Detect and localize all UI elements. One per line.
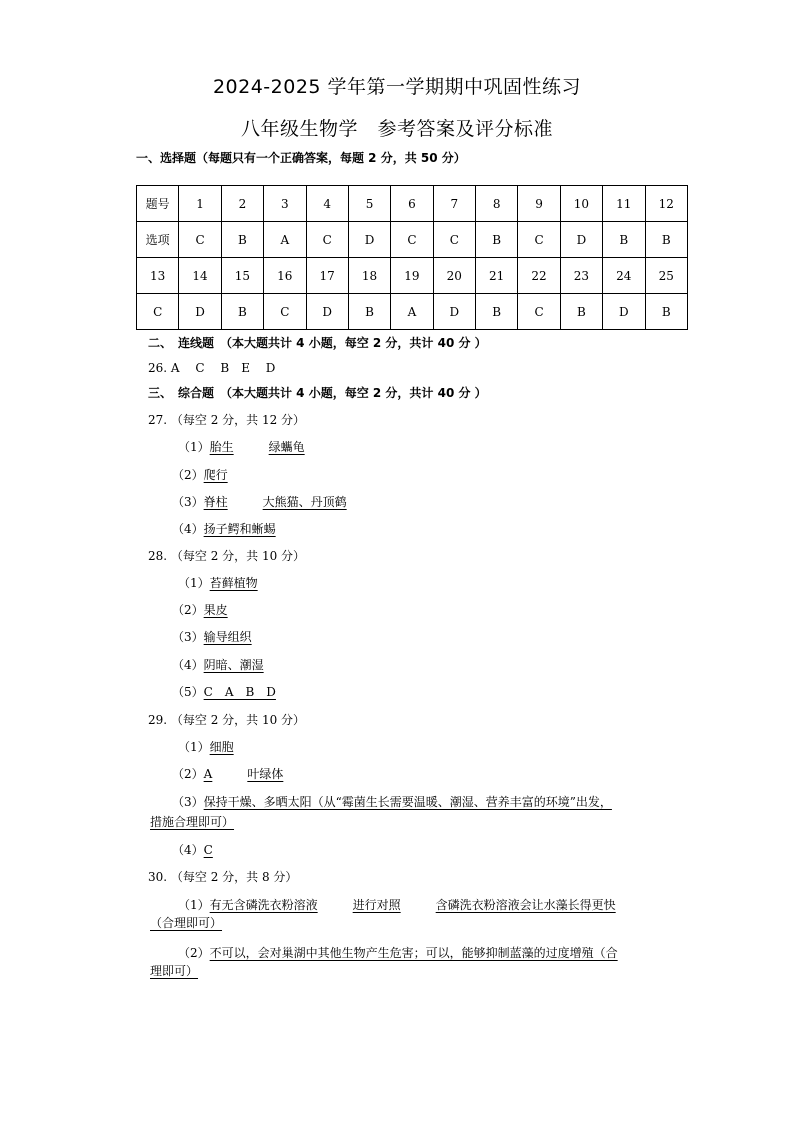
table-cell: B — [348, 294, 390, 330]
table-cell: B — [603, 222, 645, 258]
table-cell: 2 — [221, 186, 263, 222]
table-cell: 1 — [179, 186, 221, 222]
table-cell: B — [645, 294, 688, 330]
table-cell: C — [391, 222, 433, 258]
table-cell: B — [221, 294, 263, 330]
q27-answer-3 — [172, 493, 347, 510]
answer-value: 保持干燥、多晒太阳（从“霉菌生长需要温暖、潮湿、营养丰富的环境”出发， — [203, 795, 612, 809]
document-subtitle: 八年级生物学 参考答案及评分标准 — [240, 118, 553, 140]
table-cell: 25 — [645, 258, 688, 294]
table-cell: 19 — [391, 258, 433, 294]
answer-value: 输导组织 — [203, 630, 252, 644]
table-row — [137, 186, 688, 222]
q30-answer-2-cont — [150, 962, 198, 979]
table-cell: A — [391, 294, 433, 330]
table-row — [137, 222, 688, 258]
answer-value: （合理即可） — [150, 916, 223, 930]
answer-value: 叶绿体 — [247, 767, 284, 781]
answer-label: （2） — [178, 946, 210, 960]
answer-value: 理即可） — [150, 964, 199, 978]
answer-value: C A B D — [203, 685, 276, 699]
q28-answer-1 — [178, 574, 258, 591]
table-cell: 8 — [476, 186, 518, 222]
table-cell: D — [179, 294, 221, 330]
answer-label: （1） — [178, 440, 210, 454]
q30-header: 30. （每空 2 分，共 8 分） — [148, 870, 298, 884]
table-cell: 24 — [603, 258, 645, 294]
table-cell: 21 — [476, 258, 518, 294]
section3-heading: 三、 综合题 （本大题共计 4 小题，每空 2 分，共计 40 分 ） — [148, 386, 487, 400]
table-cell: 23 — [560, 258, 602, 294]
table-row — [137, 294, 688, 330]
table-cell: 13 — [137, 258, 179, 294]
answer-value: 扬子鳄和蜥蜴 — [203, 522, 276, 536]
table-cell: C — [179, 222, 221, 258]
table-cell: B — [221, 222, 263, 258]
q26-answer: 26. A C B E D — [148, 361, 276, 375]
answer-label: （5） — [172, 685, 204, 699]
q30-answer-2 — [178, 944, 618, 961]
section2-heading: 二、 连线题 （本大题共计 4 小题，每空 2 分，共计 40 分 ） — [148, 336, 487, 350]
answer-label: （4） — [172, 843, 204, 857]
table-cell: 5 — [348, 186, 390, 222]
answer-label: （2） — [172, 468, 204, 482]
q28-answer-4 — [172, 656, 264, 673]
q28-answer-5 — [172, 683, 276, 700]
q29-header: 29. （每空 2 分，共 10 分） — [148, 713, 306, 727]
answer-label: （3） — [172, 495, 204, 509]
table-cell: 选项 — [137, 222, 179, 258]
table-cell: 12 — [645, 186, 688, 222]
table-cell: 7 — [433, 186, 475, 222]
table-cell: 4 — [306, 186, 348, 222]
table-cell: D — [306, 294, 348, 330]
answer-table — [136, 185, 688, 330]
table-cell: C — [433, 222, 475, 258]
answer-label: （1） — [178, 898, 210, 912]
answer-label: （1） — [178, 740, 210, 754]
table-cell: B — [476, 294, 518, 330]
answer-value: A — [203, 767, 213, 781]
table-cell: C — [137, 294, 179, 330]
answer-value: 不可以，会对巢湖中其他生物产生危害；可以，能够抑制蓝藻的过度增殖（合 — [209, 946, 618, 960]
answer-label: （4） — [172, 658, 204, 672]
q28-answer-2 — [172, 601, 228, 618]
document-title: 2024-2025 学年第一学期期中巩固性练习 — [212, 76, 582, 98]
table-cell: 10 — [560, 186, 602, 222]
table-row — [137, 258, 688, 294]
answer-label: （2） — [172, 767, 204, 781]
answer-label: （3） — [172, 795, 204, 809]
table-cell: 题号 — [137, 186, 179, 222]
answer-value: 有无含磷洗衣粉溶液 — [209, 898, 318, 912]
table-cell: 14 — [179, 258, 221, 294]
answer-value: 阴暗、潮湿 — [203, 658, 264, 672]
answer-value: 含磷洗衣粉溶液会让水藻长得更快 — [435, 898, 616, 912]
answer-label: （3） — [172, 630, 204, 644]
section1-heading: 一、选择题（每题只有一个正确答案，每题 2 分，共 50 分） — [136, 151, 466, 165]
q27-answer-2 — [172, 466, 228, 483]
q29-answer-3-cont — [150, 813, 234, 830]
table-cell: D — [603, 294, 645, 330]
answer-value: C — [203, 843, 213, 857]
answer-label: （1） — [178, 576, 210, 590]
table-cell: 11 — [603, 186, 645, 222]
table-cell: C — [306, 222, 348, 258]
answer-value: 进行对照 — [352, 898, 401, 912]
answer-value: 果皮 — [203, 603, 228, 617]
answer-value: 细胞 — [209, 740, 234, 754]
q29-answer-4 — [172, 841, 213, 858]
table-cell: D — [560, 222, 602, 258]
q29-answer-2 — [172, 765, 283, 782]
table-cell: 20 — [433, 258, 475, 294]
table-cell: 3 — [264, 186, 306, 222]
q27-header: 27. （每空 2 分，共 12 分） — [148, 413, 306, 427]
table-cell: 22 — [518, 258, 560, 294]
answer-label: （4） — [172, 522, 204, 536]
table-cell: B — [476, 222, 518, 258]
answer-value: 爬行 — [203, 468, 228, 482]
q27-answer-4 — [172, 520, 276, 537]
table-cell: B — [645, 222, 688, 258]
table-cell: 18 — [348, 258, 390, 294]
table-cell: D — [348, 222, 390, 258]
table-cell: C — [264, 294, 306, 330]
table-cell: 9 — [518, 186, 560, 222]
answer-value: 苔藓植物 — [209, 576, 258, 590]
table-cell: D — [433, 294, 475, 330]
q28-answer-3 — [172, 628, 252, 645]
answer-value: 脊柱 — [203, 495, 228, 509]
table-cell: B — [560, 294, 602, 330]
q30-answer-1 — [178, 896, 616, 913]
answer-label: （2） — [172, 603, 204, 617]
q29-answer-3 — [172, 793, 612, 810]
table-cell: 15 — [221, 258, 263, 294]
q29-answer-1 — [178, 738, 234, 755]
table-cell: 6 — [391, 186, 433, 222]
q28-header: 28. （每空 2 分，共 10 分） — [148, 549, 306, 563]
table-cell: 16 — [264, 258, 306, 294]
answer-value: 大熊猫、丹顶鹤 — [262, 495, 347, 509]
table-cell: A — [264, 222, 306, 258]
q27-answer-1 — [178, 438, 305, 455]
answer-value: 胎生 — [209, 440, 234, 454]
table-cell: C — [518, 222, 560, 258]
q30-answer-1-cont — [150, 914, 222, 931]
table-cell: 17 — [306, 258, 348, 294]
table-cell: C — [518, 294, 560, 330]
answer-value: 措施合理即可） — [150, 815, 235, 829]
answer-value: 绿蠵龟 — [268, 440, 305, 454]
